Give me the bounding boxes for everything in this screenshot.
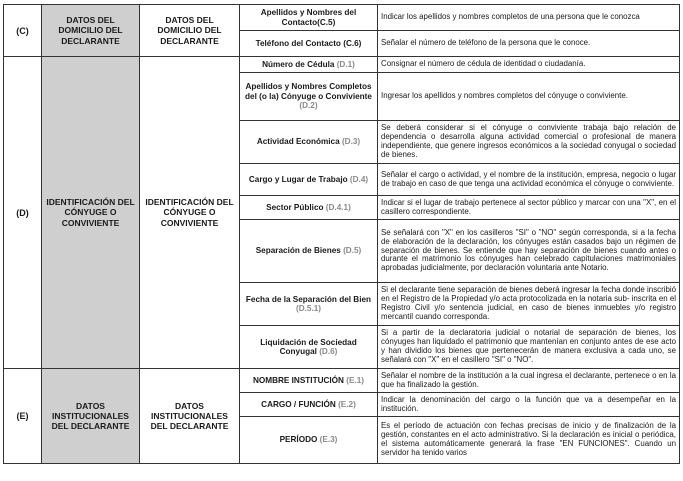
field-name bbox=[240, 31, 378, 57]
section-title-repeat: DATOS INSTITUCIONALES DEL DECLARANTE bbox=[140, 369, 240, 464]
field-description-text: Es el período de actuación con fechas precisas de inicio y de finalización de la gestión, constantes en el acto administrativo. Si la declaración es inicial o periódica, el sistema automáticamente generará la frase "EN FUNCIONES". Cuando un servidor ha tenido varios bbox=[381, 422, 676, 457]
field-ref: (D.5) bbox=[343, 246, 362, 256]
field-label: Liquidación de Sociedad Conyugal bbox=[260, 337, 357, 356]
field-name bbox=[240, 196, 378, 220]
field-name bbox=[240, 393, 378, 417]
field-label: Actividad Económica bbox=[256, 137, 340, 147]
field-label: NOMBRE INSTITUCIÓN bbox=[252, 375, 344, 385]
field-label: Apellidos y Nombres Completos del (o la) Cónyuge o Conviviente bbox=[245, 82, 372, 101]
field-label: Número de Cédula bbox=[262, 59, 335, 69]
field-ref: (C.5) bbox=[317, 17, 336, 27]
field-label: Sector Público bbox=[266, 202, 324, 212]
field-ref: (E.1) bbox=[346, 375, 364, 385]
field-name bbox=[240, 121, 378, 164]
field-name bbox=[240, 417, 378, 464]
field-ref: (D.6) bbox=[319, 347, 338, 356]
table-row bbox=[4, 5, 680, 31]
field-description: Señalar el nombre de la institución a la cual ingresa el declarante, pertenece o en la que ha finalizado la gestión. bbox=[378, 369, 680, 393]
table-row bbox=[4, 369, 680, 393]
field-name bbox=[240, 164, 378, 196]
field-description bbox=[378, 417, 680, 464]
field-description: Se señalará con "X" en los casilleros "SI" o "NO" según corresponda, si a la fecha de elaboración de la declaración, los cónyuges están casados bajo un régimen de separación de bienes. Se entiende que hay separación de bienes cuando antes o durante el matrimonio los cónyuges han celebrado capitulaciones matrimoniales aprobadas judicialmente, por declaración voluntaria ante Notario. bbox=[378, 220, 680, 283]
section-title-repeat: IDENTIFICACIÓN DEL CÓNYUGE O CONVIVIENTE bbox=[140, 57, 240, 369]
field-label: CARGO / FUNCIÓN bbox=[261, 399, 336, 409]
field-ref: (E.2) bbox=[338, 399, 356, 409]
section-title: IDENTIFICACIÓN DEL CÓNYUGE O CONVIVIENTE bbox=[42, 57, 140, 369]
declaration-instructions-table bbox=[3, 4, 680, 464]
section-title-repeat: DATOS DEL DOMICILIO DEL DECLARANTE bbox=[140, 5, 240, 57]
field-name bbox=[240, 283, 378, 326]
field-ref: (E.3) bbox=[319, 435, 338, 445]
field-label: PERÍODO bbox=[279, 435, 318, 445]
field-description: Indicar la denominación del cargo o la función que va a desempeñar en la institución. bbox=[378, 393, 680, 417]
field-ref: (D.2) bbox=[299, 101, 318, 111]
field-ref: (C.6) bbox=[343, 38, 362, 48]
field-ref: (D.4) bbox=[349, 174, 369, 184]
field-description: Señalar el número de teléfono de la persona que le conoce. bbox=[378, 31, 680, 57]
table-row bbox=[4, 57, 680, 73]
field-label: Cargo y Lugar de Trabajo bbox=[248, 174, 348, 184]
field-ref: (D.5.1) bbox=[295, 304, 322, 313]
field-description: Indicar si el lugar de trabajo pertenece al sector público y marcar con una "X", en el casillero correspondiente. bbox=[378, 196, 680, 220]
section-title: DATOS INSTITUCIONALES DEL DECLARANTE bbox=[42, 369, 140, 464]
field-name bbox=[240, 220, 378, 283]
field-label: Teléfono del Contacto bbox=[255, 38, 341, 48]
field-description: Señalar el cargo o actividad, y el nombre de la institución, empresa, negocio o lugar de trabajo en caso de que tenga una actividad económica el cónyuge o conviviente. bbox=[378, 164, 680, 196]
field-description: Se deberá considerar si el cónyuge o conviviente trabaja bajo relación de dependencia o desarrolla alguna actividad comercial o profesional de manera independiente, que genere ingresos económicos a la sociedad conyugal o sociedad de bienes. bbox=[378, 121, 680, 164]
field-name bbox=[240, 73, 378, 121]
field-label: Apellidos y Nombres del Contacto bbox=[260, 8, 357, 27]
field-description: Ingresar los apellidos y nombres completos del cónyuge o conviviente. bbox=[378, 73, 680, 121]
section-title: DATOS DEL DOMICILIO DEL DECLARANTE bbox=[42, 5, 140, 57]
section-code: (C) bbox=[4, 5, 42, 57]
field-name bbox=[240, 326, 378, 369]
field-description: Si el declarante tiene separación de bienes deberá ingresar la fecha donde inscribió en el Registro de la Propiedad y/o acta protocolizada en la notaria sub- inscrita en el Registro Civil y/o sentencia judicial, en caso de bienes inmuebles y/o registro mercantil cuando corresponda. bbox=[378, 283, 680, 326]
field-ref: (D.3) bbox=[341, 137, 361, 147]
field-name bbox=[240, 57, 378, 73]
field-label: Fecha de la Separación del Bien bbox=[245, 294, 372, 304]
section-code: (D) bbox=[4, 57, 42, 369]
field-name bbox=[240, 5, 378, 31]
field-description: Indicar los apellidos y nombres completos de una persona que le conozca bbox=[378, 5, 680, 31]
field-description: Consignar el número de cédula de identidad o ciudadanía. bbox=[378, 57, 680, 73]
field-name bbox=[240, 369, 378, 393]
field-ref: (D.4.1) bbox=[325, 202, 351, 212]
field-label: Separación de Bienes bbox=[255, 246, 341, 256]
section-code: (E) bbox=[4, 369, 42, 464]
field-ref: (D.1) bbox=[336, 59, 355, 69]
field-description: Si a partir de la declaratoria judicial o notarial de separación de bienes, los cónyuges han liquidado el patrimonio que mantenían en conjunto antes de ese acto y han dividido los bienes que pertenecerán de manera exclusiva a cada uno, se señalará con "X" en el casillero "SI" o "NO". bbox=[378, 326, 680, 369]
